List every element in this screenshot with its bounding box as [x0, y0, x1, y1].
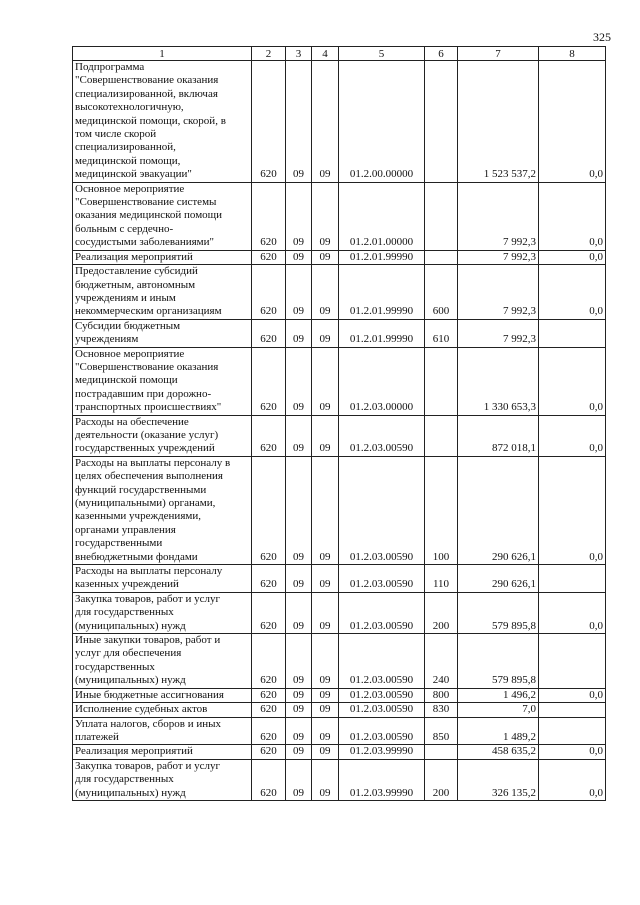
- cell-subsection: 09: [312, 456, 339, 564]
- cell-section: 09: [286, 347, 312, 415]
- cell-name: Основное мероприятие "Совершенствование оказания медицинской помощи пострадавшим при дорожно- транспортных происшествиях": [73, 347, 252, 415]
- cell-amount: 1 330 653,3: [458, 347, 539, 415]
- cell-amount-extra: 0,0: [539, 250, 606, 264]
- cell-expense-type: 110: [425, 565, 458, 593]
- cell-target-article: 01.2.01.99990: [339, 265, 425, 320]
- cell-expense-type: 800: [425, 688, 458, 702]
- cell-subsection: 09: [312, 703, 339, 717]
- cell-section: 09: [286, 745, 312, 759]
- column-header: 6: [425, 47, 458, 61]
- cell-subsection: 09: [312, 347, 339, 415]
- cell-section: 09: [286, 61, 312, 183]
- cell-subsection: 09: [312, 745, 339, 759]
- cell-code: 620: [252, 61, 286, 183]
- cell-section: 09: [286, 634, 312, 689]
- cell-subsection: 09: [312, 717, 339, 745]
- cell-amount: 579 895,8: [458, 592, 539, 633]
- cell-amount: 7 992,3: [458, 250, 539, 264]
- cell-subsection: 09: [312, 61, 339, 183]
- cell-subsection: 09: [312, 688, 339, 702]
- cell-section: 09: [286, 688, 312, 702]
- cell-expense-type: [425, 250, 458, 264]
- cell-name: Исполнение судебных актов: [73, 703, 252, 717]
- cell-name: Расходы на выплаты персоналу казенных учреждений: [73, 565, 252, 593]
- cell-code: 620: [252, 703, 286, 717]
- cell-amount-extra: [539, 565, 606, 593]
- cell-amount: 458 635,2: [458, 745, 539, 759]
- cell-target-article: 01.2.03.00590: [339, 717, 425, 745]
- cell-code: 620: [252, 415, 286, 456]
- cell-target-article: 01.2.03.00590: [339, 565, 425, 593]
- cell-amount: 872 018,1: [458, 415, 539, 456]
- table-row: [73, 565, 606, 593]
- cell-expense-type: [425, 347, 458, 415]
- cell-amount: 1 523 537,2: [458, 61, 539, 183]
- cell-expense-type: 200: [425, 592, 458, 633]
- cell-amount-extra: 0,0: [539, 456, 606, 564]
- cell-name: Субсидии бюджетным учреждениям: [73, 319, 252, 347]
- table-row: [73, 250, 606, 264]
- cell-target-article: 01.2.03.99990: [339, 745, 425, 759]
- cell-name: Предоставление субсидий бюджетным, автономным учреждениям и иным некоммерческим организациям: [73, 265, 252, 320]
- cell-target-article: 01.2.03.00590: [339, 688, 425, 702]
- cell-code: 620: [252, 182, 286, 250]
- cell-section: 09: [286, 182, 312, 250]
- cell-code: 620: [252, 265, 286, 320]
- cell-name: Подпрограмма "Совершенствование оказания специализированной, включая высокотехнологичную, медицинской помощи, скорой, в том числе скорой специализированной, медицинской помощи, медицинской эвакуации": [73, 61, 252, 183]
- header-row: [73, 47, 606, 61]
- cell-code: 620: [252, 250, 286, 264]
- cell-section: 09: [286, 415, 312, 456]
- cell-expense-type: 600: [425, 265, 458, 320]
- cell-target-article: 01.2.00.00000: [339, 61, 425, 183]
- cell-amount: 326 135,2: [458, 759, 539, 800]
- table-row: [73, 634, 606, 689]
- cell-amount: 1 489,2: [458, 717, 539, 745]
- cell-expense-type: [425, 415, 458, 456]
- cell-section: 09: [286, 717, 312, 745]
- cell-target-article: 01.2.03.00000: [339, 347, 425, 415]
- cell-amount: 579 895,8: [458, 634, 539, 689]
- table-row: [73, 717, 606, 745]
- cell-target-article: 01.2.03.00590: [339, 592, 425, 633]
- budget-table: [72, 46, 606, 801]
- cell-expense-type: [425, 745, 458, 759]
- cell-amount: 7 992,3: [458, 182, 539, 250]
- cell-amount-extra: 0,0: [539, 347, 606, 415]
- table-row: [73, 319, 606, 347]
- cell-amount-extra: 0,0: [539, 759, 606, 800]
- column-header: 7: [458, 47, 539, 61]
- cell-amount: 290 626,1: [458, 565, 539, 593]
- cell-amount: 7 992,3: [458, 265, 539, 320]
- cell-subsection: 09: [312, 759, 339, 800]
- table-row: [73, 688, 606, 702]
- cell-code: 620: [252, 717, 286, 745]
- cell-subsection: 09: [312, 415, 339, 456]
- cell-subsection: 09: [312, 250, 339, 264]
- table-row: [73, 759, 606, 800]
- cell-name: Расходы на обеспечение деятельности (оказание услуг) государственных учреждений: [73, 415, 252, 456]
- column-header: 5: [339, 47, 425, 61]
- cell-expense-type: [425, 61, 458, 183]
- cell-amount: 290 626,1: [458, 456, 539, 564]
- cell-name: Закупка товаров, работ и услуг для государственных (муниципальных) нужд: [73, 759, 252, 800]
- cell-name: Уплата налогов, сборов и иных платежей: [73, 717, 252, 745]
- column-header: 8: [539, 47, 606, 61]
- cell-amount: 1 496,2: [458, 688, 539, 702]
- cell-expense-type: 240: [425, 634, 458, 689]
- cell-name: Иные закупки товаров, работ и услуг для обеспечения государственных (муниципальных) нужд: [73, 634, 252, 689]
- cell-code: 620: [252, 745, 286, 759]
- cell-section: 09: [286, 265, 312, 320]
- column-header: 4: [312, 47, 339, 61]
- cell-subsection: 09: [312, 634, 339, 689]
- cell-amount-extra: [539, 717, 606, 745]
- cell-name: Реализация мероприятий: [73, 250, 252, 264]
- cell-expense-type: 200: [425, 759, 458, 800]
- cell-code: 620: [252, 565, 286, 593]
- cell-section: 09: [286, 592, 312, 633]
- cell-subsection: 09: [312, 182, 339, 250]
- cell-expense-type: 850: [425, 717, 458, 745]
- column-header: 2: [252, 47, 286, 61]
- page-number: 325: [593, 30, 611, 44]
- cell-amount-extra: [539, 703, 606, 717]
- cell-subsection: 09: [312, 265, 339, 320]
- cell-section: 09: [286, 250, 312, 264]
- cell-amount-extra: 0,0: [539, 182, 606, 250]
- cell-amount-extra: 0,0: [539, 265, 606, 320]
- cell-target-article: 01.2.01.99990: [339, 319, 425, 347]
- cell-section: 09: [286, 319, 312, 347]
- cell-code: 620: [252, 347, 286, 415]
- cell-target-article: 01.2.01.00000: [339, 182, 425, 250]
- cell-code: 620: [252, 456, 286, 564]
- cell-name: Основное мероприятие "Совершенствование системы оказания медицинской помощи больным с сердечно- сосудистыми заболеваниями": [73, 182, 252, 250]
- cell-expense-type: [425, 182, 458, 250]
- cell-target-article: 01.2.03.00590: [339, 415, 425, 456]
- cell-section: 09: [286, 456, 312, 564]
- cell-amount-extra: [539, 634, 606, 689]
- cell-name: Реализация мероприятий: [73, 745, 252, 759]
- table-row: [73, 347, 606, 415]
- cell-amount-extra: 0,0: [539, 592, 606, 633]
- cell-name: Иные бюджетные ассигнования: [73, 688, 252, 702]
- cell-amount-extra: 0,0: [539, 688, 606, 702]
- cell-subsection: 09: [312, 592, 339, 633]
- table-row: [73, 703, 606, 717]
- cell-subsection: 09: [312, 319, 339, 347]
- cell-section: 09: [286, 565, 312, 593]
- cell-amount-extra: 0,0: [539, 415, 606, 456]
- cell-target-article: 01.2.03.00590: [339, 634, 425, 689]
- table-row: [73, 592, 606, 633]
- column-header: 1: [73, 47, 252, 61]
- cell-expense-type: 100: [425, 456, 458, 564]
- cell-section: 09: [286, 759, 312, 800]
- cell-code: 620: [252, 688, 286, 702]
- cell-expense-type: 830: [425, 703, 458, 717]
- cell-amount-extra: [539, 319, 606, 347]
- cell-code: 620: [252, 592, 286, 633]
- cell-section: 09: [286, 703, 312, 717]
- cell-target-article: 01.2.03.99990: [339, 759, 425, 800]
- cell-name: Закупка товаров, работ и услуг для государственных (муниципальных) нужд: [73, 592, 252, 633]
- table-row: [73, 456, 606, 564]
- cell-subsection: 09: [312, 565, 339, 593]
- cell-amount-extra: 0,0: [539, 745, 606, 759]
- table-row: [73, 745, 606, 759]
- cell-expense-type: 610: [425, 319, 458, 347]
- table-row: [73, 265, 606, 320]
- cell-amount-extra: 0,0: [539, 61, 606, 183]
- table-row: [73, 182, 606, 250]
- cell-target-article: 01.2.01.99990: [339, 250, 425, 264]
- cell-target-article: 01.2.03.00590: [339, 456, 425, 564]
- cell-code: 620: [252, 759, 286, 800]
- cell-name: Расходы на выплаты персоналу в целях обеспечения выполнения функций государственными (муниципальными) органами, казенными учреждениями, органами управления государственными внебюджетными фондами: [73, 456, 252, 564]
- cell-amount: 7 992,3: [458, 319, 539, 347]
- cell-target-article: 01.2.03.00590: [339, 703, 425, 717]
- cell-code: 620: [252, 319, 286, 347]
- table-row: [73, 61, 606, 183]
- column-header: 3: [286, 47, 312, 61]
- cell-code: 620: [252, 634, 286, 689]
- cell-amount: 7,0: [458, 703, 539, 717]
- table-row: [73, 415, 606, 456]
